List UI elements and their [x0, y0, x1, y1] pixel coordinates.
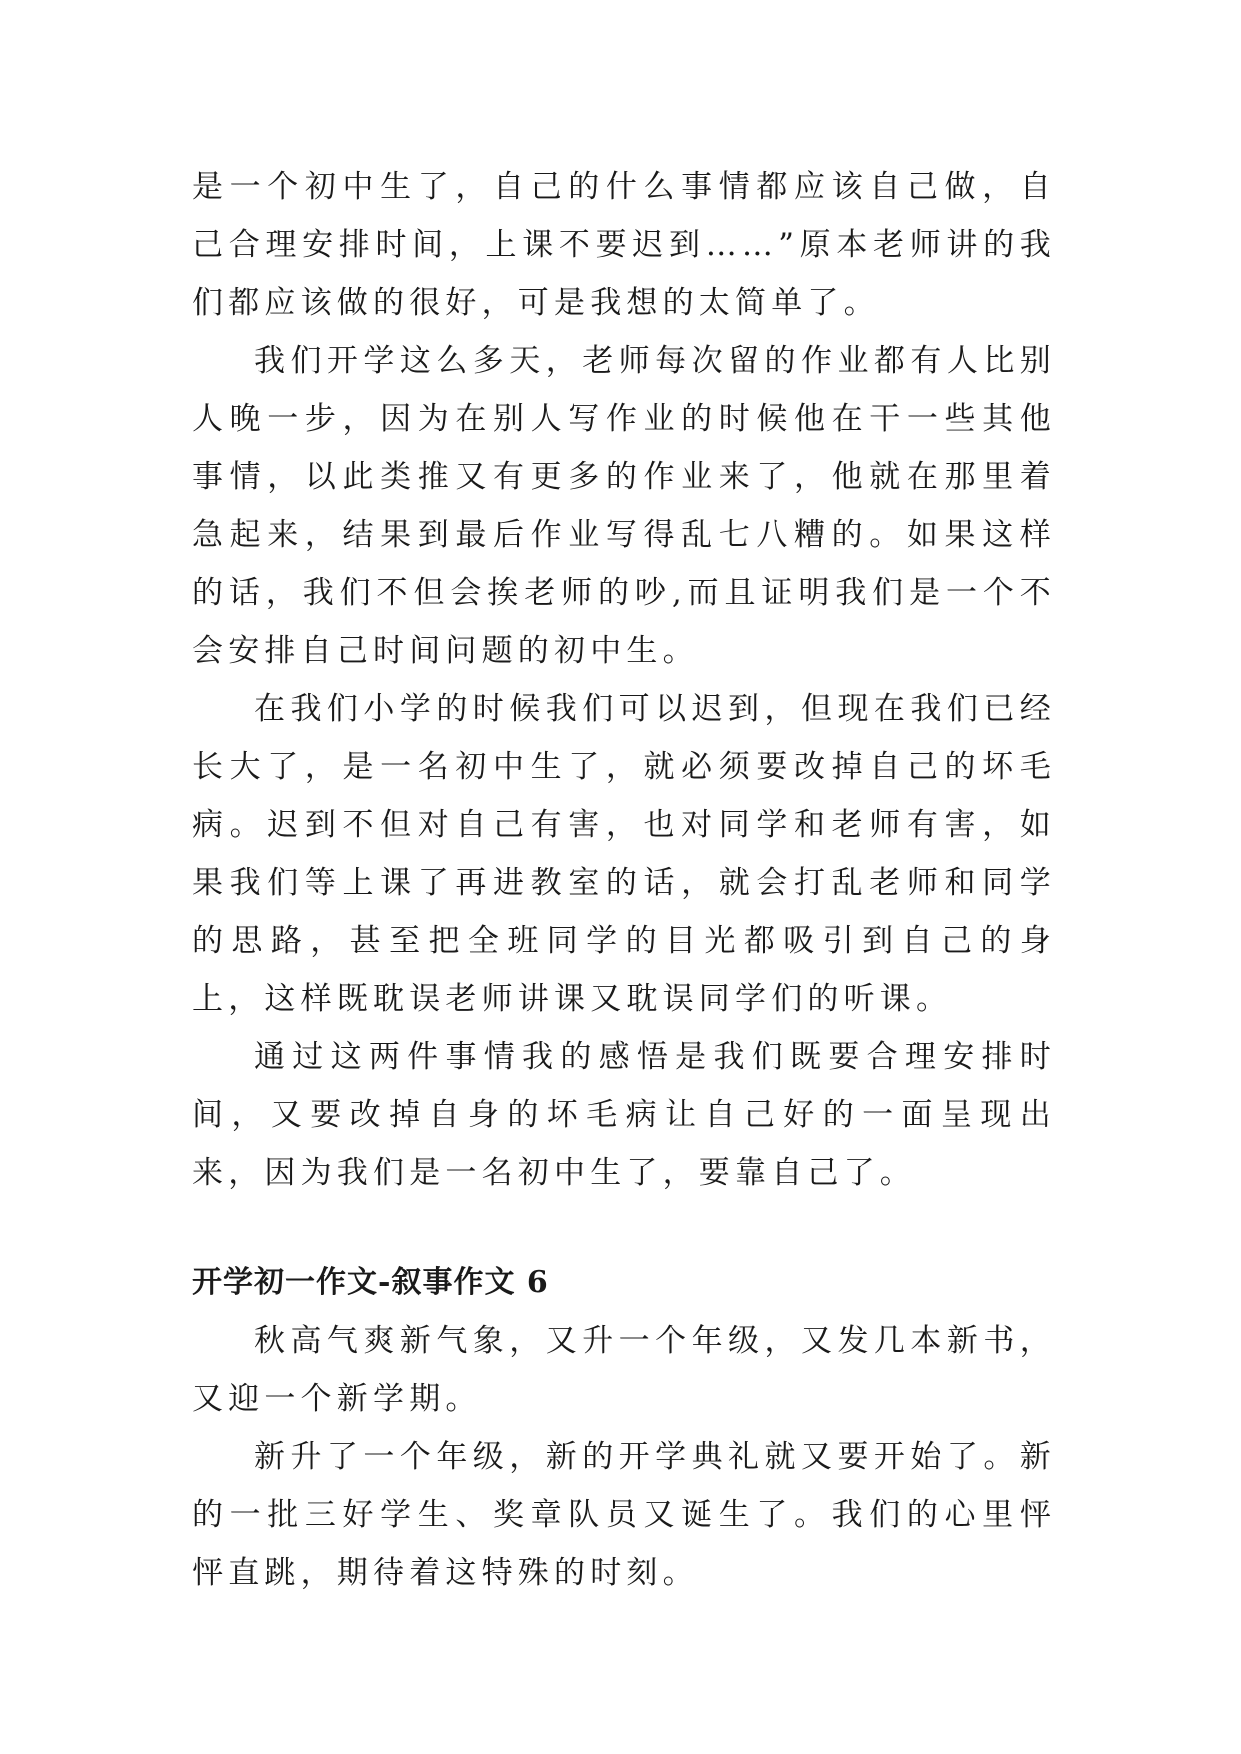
paragraph: 在我们小学的时候我们可以迟到，但现在我们已经长大了，是一名初中生了，就必须要改掉自己的坏毛病。迟到不但对自己有害，也对同学和老师有害，如果我们等上课了再进教室的话，就会打乱老师和同学的思路，甚至把全班同学的目光都吸引到自己的身上，这样既耽误老师讲课又耽误同学们的听课。 [192, 691, 1056, 1017]
paragraph: 通过这两件事情我的感悟是我们既要合理安排时间，又要改掉自身的坏毛病让自己好的一面呈现出来，因为我们是一名初中生了，要靠自己了。 [192, 1039, 1056, 1191]
paragraph: 我们开学这么多天，老师每次留的作业都有人比别人晚一步，因为在别人写作业的时候他在干一些其他事情，以此类推又有更多的作业来了，他就在那里着急起来，结果到最后作业写得乱七八糟的。如果这样的话，我们不但会挨老师的吵,而且证明我们是一个不会安排自己时间问题的初中生。 [192, 343, 1056, 669]
paragraph: 秋高气爽新气象，又升一个年级，又发几本新书，又迎一个新学期。 [192, 1323, 1056, 1417]
paragraph: 新升了一个年级，新的开学典礼就又要开始了。新的一批三好学生、奖章队员又诞生了。我们的心里怦怦直跳，期待着这特殊的时刻。 [192, 1439, 1056, 1591]
section-title: 开学初一作文-叙事作文 6 [192, 1265, 549, 1300]
paragraph: 是一个初中生了，自己的什么事情都应该自己做，自己合理安排时间，上课不要迟到……”原本老师讲的我们都应该做的很好，可是我想的太简单了。 [192, 169, 1056, 321]
document-body [192, 158, 1056, 1602]
